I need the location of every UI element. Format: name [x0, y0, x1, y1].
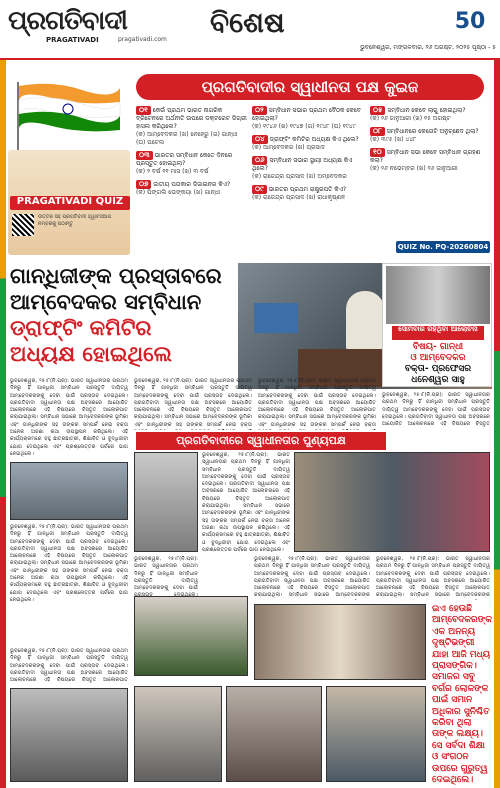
article-column-7: ଭୁବନେଶ୍ୱର, ୨୫।୮(ନି.ପ୍ର): ଭାରତ ସ୍ୱାଧୀନତାର ପ୍ରଥମ ଦିନରୁ ହିଁ ଗାନ୍ଧିଜୀ ସମ୍ବିଧାନ ପ୍ରସ୍ତୁତି ଦାୟିତ୍ୱ ଆମ୍ବେଦକରଙ୍କୁ ଦେବା ପାଇଁ	[134, 556, 198, 592]
quiz-column-3	[370, 106, 490, 238]
quiz-question: ୦୬ ସମ୍ବିଧାନ ସଭାର ସ୍ଥାୟୀ ଅଧ୍ୟକ୍ଷ କିଏ ଥିଲେ? (କ) ରାଜେନ୍ଦ୍ର ପ୍ରସାଦ (ଖ) ଅମ୍ବେଦକର	[252, 156, 353, 180]
article-column-4: ଭୁବନେଶ୍ୱର, ୨୫।୮(ନି.ପ୍ର): ଭାରତ ସ୍ୱାଧୀନତାର ପ୍ରଥମ ଦିନରୁ ହିଁ ଗାନ୍ଧିଜୀ ସମ୍ବିଧାନ ପ୍ରସ୍ତୁତି ଦାୟିତ୍ୱ ଆମ୍ବେଦକରଙ୍କୁ ଦେବା ପାଇଁ ପ୍ରସ୍ତାବ ଦେଇଥିଲେ। ପ୍ରଗତିବାଦୀ ସ୍ୱାଧୀନତା ପକ୍ଷ ଅବସରରେ ଆୟୋଜିତ ଆଲୋଚନାରେ ଏହି ବିଷୟରେ ବିସ୍ତୃତ	[382, 392, 490, 428]
article-column-8: ଭୁବନେଶ୍ୱର, ୨୫।୮(ନି.ପ୍ର): ଭାରତ ସ୍ୱାଧୀନତାର ପ୍ରଥମ ଦିନରୁ ହିଁ ଗାନ୍ଧିଜୀ ସମ୍ବିଧାନ ପ୍ରସ୍ତୁତି ଦାୟିତ୍ୱ ଆମ୍ବେଦକରଙ୍କୁ ଦେବା ପାଇଁ ପ୍ରସ୍ତାବ ଦେଇଥିଲେ। ପ୍ରଗତିବାଦୀ ସ୍ୱାଧୀନତା ପକ୍ଷ ଅବସରରେ ଆୟୋଜିତ ଆଲୋଚନାରେ ଏହି ବିଷୟରେ ବିସ୍ତୃତ ଆଲୋକପାତ କରାଯାଇଥିଲା। ସମ୍ବିଧାନ ସଭାରେ ଆମ୍ବେଦକରଙ୍କ	[254, 556, 370, 599]
screen-in-photo	[254, 303, 298, 333]
date-line	[262, 44, 500, 56]
date-text: ଭୁବନେଶ୍ୱର, ମଙ୍ଗଳବାର, ୨୬ ଅଗଷ୍ଟ, ୨୦୨୫	[360, 44, 471, 51]
indian-flag-icon	[12, 80, 122, 150]
quiz-column-2	[252, 106, 366, 246]
article-column-2: ଭୁବନେଶ୍ୱର, ୨୫।୮(ନି.ପ୍ର): ଭାରତ ସ୍ୱାଧୀନତାର ପ୍ରଥମ ଦିନରୁ ହିଁ ଗାନ୍ଧିଜୀ ସମ୍ବିଧାନ ପ୍ରସ୍ତୁତି ଦାୟିତ୍ୱ ଆମ୍ବେଦକରଙ୍କୁ ଦେବା ପାଇଁ ପ୍ରସ୍ତାବ ଦେଇଥିଲେ। ପ୍ରଗତିବାଦୀ ସ୍ୱାଧୀନତା ପକ୍ଷ ଅବସରରେ ଆୟୋଜିତ ଆଲୋଚନାରେ ଏହି ବିଷୟରେ ବିସ୍ତୃତ ଆଲୋକପାତ କରାଯାଇଥିଲା। ସମ୍ବିଧାନ ସଭାରେ ଆମ୍ବେଦକରଙ୍କ ଭୂମିକା ଏବଂ ଗାନ୍ଧିଜୀଙ୍କ ସହ ତାଙ୍କର ସମ୍ପର୍କ ନେଇ ବକ୍ତା	[134, 378, 252, 428]
right-color-strip	[494, 60, 500, 788]
article-column-9: ଭୁବନେଶ୍ୱର, ୨୫।୮(ନି.ପ୍ର): ଭାରତ ସ୍ୱାଧୀନତାର ପ୍ରଥମ ଦିନରୁ ହିଁ ଗାନ୍ଧିଜୀ ସମ୍ବିଧାନ ପ୍ରସ୍ତୁତି ଦାୟିତ୍ୱ ଆମ୍ବେଦକରଙ୍କୁ ଦେବା ପାଇଁ ପ୍ରସ୍ତାବ ଦେଇଥିଲେ। ପ୍ରଗତିବାଦୀ ସ୍ୱାଧୀନତା ପକ୍ଷ ଅବସରରେ ଆୟୋଜିତ ଆଲୋଚନାରେ ଏହି ବିଷୟରେ ବିସ୍ତୃତ ଆଲୋକପାତ କରାଯାଇଥିଲା। ସମ୍ବିଧାନ ସଭାରେ ଆମ୍ବେଦକରଙ୍କ	[376, 556, 490, 599]
website-url[interactable]: pragativadi.com	[118, 36, 167, 43]
quiz-tag: PRAGATIVADI QUIZ	[10, 196, 130, 210]
event-photo	[134, 596, 248, 676]
quiz-question: ୦୮ ସମ୍ବିଧାନରେ କେତୋଟି ଅନୁଚ୍ଛେଦ ଥିଲା? (କ) ୩୯୫ (ଖ) ୪୪୮	[370, 127, 479, 143]
pull-quote: ଇଏ ହେଉଛି ଆମ୍ବେଦକରଙ୍କ ଏକ ଅନନ୍ୟ ଦୃଷ୍ଟିଭଙ୍ଗୀ ଯାହା ଆଜି ମଧ୍ୟ ପ୍ରାସଙ୍ଗିକ। ସମାଜର ସବୁ ବର୍ଗର ଲୋକଙ୍କ ପାଇଁ ସମାନ ଅଧିକାର ସୁନିଶ୍ଚିତ କରିବା ଥିଲା ତାଙ୍କ ଲକ୍ଷ୍ୟ। ସେ ସର୍ବଦା ଶିକ୍ଷା ଓ ସଂଗଠନ ଉପରେ ଗୁରୁତ୍ୱ ଦେଇଥିଲେ।	[432, 604, 494, 784]
quiz-question: ୧୦ ସମ୍ବିଧାନ ସଭା କେବେ ସମ୍ବିଧାନ ଗ୍ରହଣ କଲା? (କ) ୨୬ ନଭେମ୍ବର (ଖ) ୨୬ ଜାନୁଆରୀ	[370, 148, 481, 172]
topic-line-2: ଓ ଆମ୍ବେଦକର	[410, 353, 466, 363]
quiz-title: ପ୍ରଗତିବାଦୀର ସ୍ୱାଧୀନତା ପକ୍ଷ କୁଇଜ	[136, 74, 484, 100]
speaker-line-2: ଧନେଶ୍ୱର ସାହୁ	[411, 375, 465, 385]
event-details	[388, 342, 488, 386]
quiz-question: ୦୩ ଭାରତର ସମ୍ବିଧାନ କେତେ ଦିନରେ ପ୍ରସ୍ତୁତ ହୋଇଥିଲା? (କ) ୨ ବର୍ଷ ୧୧ ମାସ (ଖ) ୩ ବର୍ଷ	[136, 151, 233, 175]
event-photo	[254, 604, 426, 680]
headline-line-3: ଡ୍ରାଫ୍ଟିଂ କମିଟିର	[10, 316, 152, 340]
quiz-question: ୦୪ ଡ୍ରାଫ୍ଟିଂ କମିଟିର ଅଧ୍ୟକ୍ଷ କିଏ ଥିଲେ? (କ) ଆମ୍ବେଦକର (ଖ) ପ୍ରସାଦ	[252, 135, 359, 151]
headline-line-1: ଗାନ୍ଧିଜୀଙ୍କ ପ୍ରସ୍ତାବରେ	[10, 264, 222, 288]
main-headline	[10, 263, 235, 371]
event-photo	[134, 686, 222, 782]
quiz-question: ୦୨ ସମ୍ବିଧାନ ସଭାର ପ୍ରଥମ ବୈଠକ କେବେ ହୋଇଥିଲା? (କ) ୧୯୪୬ (ଖ) ୧୯୪୭ (ଗ) ୧୯୪୮ (ଘ) ୧୯୪୯	[252, 106, 361, 130]
article-column-1: ଭୁବନେଶ୍ୱର, ୨୫।୮(ନି.ପ୍ର): ଭାରତ ସ୍ୱାଧୀନତାର ପ୍ରଥମ ଦିନରୁ ହିଁ ଗାନ୍ଧିଜୀ ସମ୍ବିଧାନ ପ୍ରସ୍ତୁତି ଦାୟିତ୍ୱ ଆମ୍ବେଦକରଙ୍କୁ ଦେବା ପାଇଁ ପ୍ରସ୍ତାବ ଦେଇଥିଲେ। ପ୍ରଗତିବାଦୀ ସ୍ୱାଧୀନତା ପକ୍ଷ ଅବସରରେ ଆୟୋଜିତ ଆଲୋଚନାରେ ଏହି ବିଷୟରେ ବିସ୍ତୃତ ଆଲୋକପାତ କରାଯାଇଥିଲା। ସମ୍ବିଧାନ ସଭାରେ ଆମ୍ବେଦକରଙ୍କ ଭୂମିକା ଏବଂ ଗାନ୍ଧିଜୀଙ୍କ ସହ ତାଙ୍କର ସମ୍ପର୍କ ନେଇ ବକ୍ତା ଅନେକ ଅଜଣା କଥା ଉପସ୍ଥାପନ କରିଥିଲେ। ଏହି କାର୍ଯ୍ୟକ୍ରମରେ ବହୁ ଛାତ୍ରଛାତ୍ରୀ, ଶିକ୍ଷାବିତ ଓ ବୁଦ୍ଧିଜୀବୀ ଯୋଗ ଦେଇଥିଲେ ଏବଂ ପ୍ରଶ୍ନୋତ୍ତର ପର୍ବରେ ଭାଗ ନେଇଥିଲେ।	[10, 378, 128, 457]
article-column-10: ଭୁବନେଶ୍ୱର, ୨୫।୮(ନି.ପ୍ର): ଭାରତ ସ୍ୱାଧୀନତାର ପ୍ରଥମ ଦିନରୁ ହିଁ ଗାନ୍ଧିଜୀ ସମ୍ବିଧାନ ପ୍ରସ୍ତୁତି ଦାୟିତ୍ୱ ଆମ୍ବେଦକରଙ୍କୁ ଦେବା ପାଇଁ ପ୍ରସ୍ତାବ ଦେଇଥିଲେ। ପ୍ରଗତିବାଦୀ ସ୍ୱାଧୀନତା ପକ୍ଷ ଅବସରରେ ଆୟୋଜିତ ଆଲୋଚନାରେ ଏହି ବିଷୟରେ ବିସ୍ତୃତ ଆଲୋକପାତ	[10, 648, 128, 684]
headline-line-2: ଆମ୍ବେଦକର ସମ୍ବିଧାନ	[10, 290, 202, 314]
topic-line-1: ବିଷୟ- ଗାନ୍ଧୀ	[412, 342, 464, 352]
newspaper-logo: ପ୍ରଗତିବାଦୀ	[8, 6, 127, 36]
gandhi-ambedkar-photo	[386, 266, 490, 324]
article-column-6: ଭୁବନେଶ୍ୱର, ୨୫।୮(ନି.ପ୍ର): ଭାରତ ସ୍ୱାଧୀନତାର ପ୍ରଥମ ଦିନରୁ ହିଁ ଗାନ୍ଧିଜୀ ସମ୍ବିଧାନ ପ୍ରସ୍ତୁତି ଦାୟିତ୍ୱ ଆମ୍ବେଦକରଙ୍କୁ ଦେବା ପାଇଁ ପ୍ରସ୍ତାବ ଦେଇଥିଲେ। ପ୍ରଗତିବାଦୀ ସ୍ୱାଧୀନତା ପକ୍ଷ ଅବସରରେ ଆୟୋଜିତ ଆଲୋଚନାରେ ଏହି ବିଷୟରେ ବିସ୍ତୃତ ଆଲୋକପାତ କରାଯାଇଥିଲା। ସମ୍ବିଧାନ ସଭାରେ ଆମ୍ବେଦକରଙ୍କ ଭୂମିକା ଏବଂ ଗାନ୍ଧିଜୀଙ୍କ ସହ ତାଙ୍କର ସମ୍ପର୍କ ନେଇ ବକ୍ତା ଅନେକ ଅଜଣା କଥା ଉପସ୍ଥାପନ କରିଥିଲେ। ଏହି କାର୍ଯ୍ୟକ୍ରମରେ ବହୁ ଛାତ୍ରଛାତ୍ରୀ, ଶିକ୍ଷାବିତ ଓ ବୁଦ୍ଧିଜୀବୀ ଯୋଗ ଦେଇଥିଲେ ଏବଂ ପ୍ରଶ୍ନୋତ୍ତର ପର୍ବରେ ଭାଗ ନେଇଥିଲେ।	[10, 524, 128, 603]
article-column-3: ଭୁବନେଶ୍ୱର, ୨୫।୮(ନି.ପ୍ର): ଭାରତ ସ୍ୱାଧୀନତାର ପ୍ରଥମ ଦିନରୁ ହିଁ ଗାନ୍ଧିଜୀ ସମ୍ବିଧାନ ପ୍ରସ୍ତୁତି ଦାୟିତ୍ୱ ଆମ୍ବେଦକରଙ୍କୁ ଦେବା ପାଇଁ ପ୍ରସ୍ତାବ ଦେଇଥିଲେ। ପ୍ରଗତିବାଦୀ ସ୍ୱାଧୀନତା ପକ୍ଷ ଅବସରରେ ଆୟୋଜିତ ଆଲୋଚନାରେ ଏହି ବିଷୟରେ ବିସ୍ତୃତ ଆଲୋକପାତ କରାଯାଇଥିଲା। ସମ୍ବିଧାନ ସଭାରେ ଆମ୍ବେଦକରଙ୍କ ଭୂମିକା ଏବଂ ଗାନ୍ଧିଜୀଙ୍କ ସହ ତାଙ୍କର ସମ୍ପର୍କ ନେଇ ବକ୍ତା	[258, 378, 376, 428]
speaker-line-1: ବକ୍ତା- ପ୍ରଫେସର	[404, 364, 472, 374]
qr-note: ଉତ୍ତର ସହ ପ୍ରଗତିବାଦୀ ହ୍ୱାଟସଆପ ନମ୍ବରକୁ ପଠାନ୍ତୁ	[38, 214, 112, 227]
article-column-5: ଭୁବନେଶ୍ୱର, ୨୫।୮(ନି.ପ୍ର): ଭାରତ ସ୍ୱାଧୀନତାର ପ୍ରଥମ ଦିନରୁ ହିଁ ଗାନ୍ଧିଜୀ ସମ୍ବିଧାନ ପ୍ରସ୍ତୁତି ଦାୟିତ୍ୱ ଆମ୍ବେଦକରଙ୍କୁ ଦେବା ପାଇଁ ପ୍ରସ୍ତାବ ଦେଇଥିଲେ। ପ୍ରଗତିବାଦୀ ସ୍ୱାଧୀନତା ପକ୍ଷ ଅବସରରେ ଆୟୋଜିତ ଆଲୋଚନାରେ ଏହି ବିଷୟରେ ବିସ୍ତୃତ ଆଲୋକପାତ କରାଯାଇଥିଲା। ସମ୍ବିଧାନ ସଭାରେ ଆମ୍ବେଦକରଙ୍କ ଭୂମିକା ଏବଂ ଗାନ୍ଧିଜୀଙ୍କ ସହ ତାଙ୍କର ସମ୍ପର୍କ ନେଇ ବକ୍ତା ଅନେକ ଅଜଣା କଥା ଉପସ୍ଥାପନ କରିଥିଲେ। ଏହି କାର୍ଯ୍ୟକ୍ରମରେ ବହୁ ଛାତ୍ରଛାତ୍ରୀ, ଶିକ୍ଷାବିତ ଓ ବୁଦ୍ଧିଜୀବୀ ଯୋଗ ଦେଇଥିଲେ ଏବଂ ପ୍ରଶ୍ନୋତ୍ତର ପର୍ବରେ ଭାଗ ନେଇଥିଲେ।	[202, 452, 290, 552]
anniversary-emblem-icon	[448, 6, 492, 36]
headline-line-4: ଅଧ୍ୟକ୍ଷ ହୋଇଥିଲେ	[10, 342, 172, 366]
event-photo	[10, 688, 128, 782]
event-label: ସୋମବାର ରହିଥିବା ଆଲୋଚନା	[392, 326, 484, 340]
section-band: ପ୍ରଗତିବାଦୀରେ ସ୍ୱାଧୀନତାର ପୁଣ୍ୟପକ୍ଷ	[136, 432, 386, 450]
speaker-figure	[346, 291, 384, 351]
quiz-number: QUIZ No. PQ-20260804	[397, 243, 489, 251]
quiz-question: ୦୫ ସମ୍ବିଧାନ କେବେ ଲାଗୁ ହୋଇଥିଲା? (କ) ୨୬ ଜାନୁଆରୀ (ଖ) ୧୫ ଅଗଷ୍ଟ	[370, 106, 466, 122]
quiz-question: ୦୯ ଭାରତର ପ୍ରଥମ ରାଷ୍ଟ୍ରପତି କିଏ? (କ) ରାଜେନ୍ଦ୍ର ପ୍ରସାଦ (ଖ) ରାଧାକୃଷ୍ଣନ	[252, 185, 347, 201]
anniversary-number: 50	[454, 9, 486, 34]
event-photo	[326, 686, 426, 782]
section-title: ବିଶେଷ	[210, 6, 285, 39]
event-photo	[294, 452, 490, 552]
logo-subtitle: PRAGATIVADI	[46, 36, 99, 44]
event-photo	[226, 686, 322, 782]
quiz-column-1	[136, 106, 248, 246]
page-number: ପୃଷ୍ଠା - ୫	[471, 44, 496, 51]
event-photo	[134, 452, 198, 552]
event-photo	[10, 462, 128, 520]
qr-code-icon[interactable]	[12, 214, 34, 236]
quiz-question: ୦୭ ଜାତୀୟ ପତାକାର ଡିଜାଇନର କିଏ? (କ) ପିଙ୍ଗଲି ଭେଙ୍କୟା (ଖ) ଗାନ୍ଧୀ	[136, 180, 231, 196]
quiz-question: ୦୧ କେଉଁ ପ୍ରଥମ ଭାରତ ନାଗରିକ ବ୍ରିଟେନରେ ଅର୍ଥନୀତି ଉପରେ ଡକ୍ଟରେଟ ଡିଗ୍ରୀ ହାସଲ କରିଥିଲେ? (କ) ଆମ୍ବେଦକର (ଖ) ନେହେରୁ (ଗ) ଗାନ୍ଧୀ (ଘ) ପଟେଲ	[136, 106, 247, 146]
